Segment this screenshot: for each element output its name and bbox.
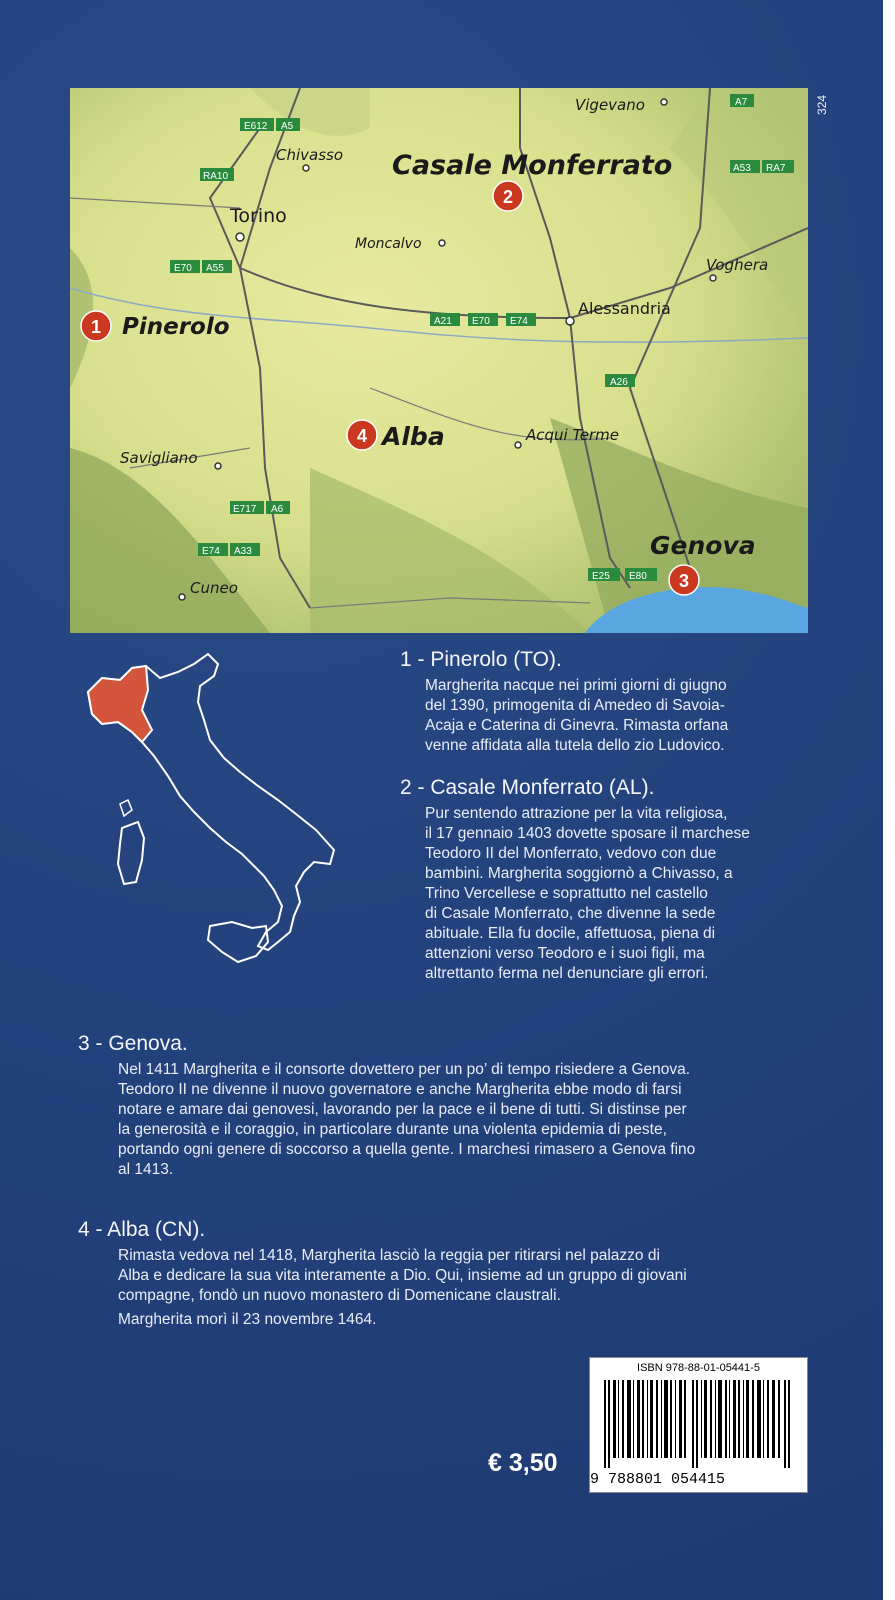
entry-text — [425, 676, 728, 756]
piemonte-region — [88, 666, 152, 742]
entry-title: 2 - Casale Monferrato (AL). — [400, 776, 655, 799]
city-dot — [439, 240, 445, 246]
entry-line: Rimasta vedova nel 1418, Margherita lasciò la reggia per ritirarsi nel palazzo di — [118, 1247, 660, 1264]
city-dot — [236, 233, 244, 241]
city-label-casale: Casale Monferrato — [392, 150, 673, 181]
city-label-savigliano: Savigliano — [120, 449, 198, 467]
city-label-chivasso: Chivasso — [276, 146, 344, 164]
entry-line: Alba e dedicare la sua vita interamente a Dio. Qui, insieme ad un gruppo di giovani — [118, 1267, 687, 1284]
city-label-genova: Genova — [650, 531, 756, 560]
entry-line: notare e amare dai genovesi, lavorando per la pace e il bene di tutti. Si distinse per — [118, 1101, 687, 1118]
city-label-acqui: Acqui Terme — [526, 426, 620, 444]
corsica-outline — [120, 800, 132, 816]
entry-line: di Casale Monferrato, che divenne la sede — [425, 905, 716, 922]
italy-inset-map — [82, 650, 347, 980]
price: € 3,50 — [488, 1449, 558, 1477]
marker-4-label: 4 — [356, 426, 368, 446]
entry-text — [118, 1246, 687, 1330]
road-sign: A33 — [234, 546, 252, 557]
entry-alba — [78, 1218, 687, 1330]
barcode — [589, 1357, 808, 1493]
entry-line: Teodoro II del Monferrato, vedovo con due — [425, 845, 717, 862]
city-label-alessandria: Alessandria — [578, 299, 671, 318]
marker-1-label: 1 — [90, 317, 102, 337]
road-sign: E70 — [472, 316, 490, 327]
city-dot — [179, 594, 185, 600]
entry-genova — [78, 1032, 695, 1180]
city-label-torino: Torino — [230, 205, 287, 227]
entry-text — [118, 1060, 695, 1180]
road-sign: RA7 — [766, 163, 786, 174]
barcode-bars — [604, 1380, 794, 1468]
road-sign: A55 — [206, 263, 224, 274]
marker-2-label: 2 — [502, 187, 514, 207]
route-map — [70, 88, 808, 633]
road-sign: A6 — [271, 504, 284, 515]
city-dot — [515, 442, 521, 448]
road-sign: RA10 — [203, 171, 229, 182]
entry-line: del 1390, primogenita di Amedeo di Savoia- — [425, 697, 725, 714]
entry-line: compagne, fondò un nuovo monastero di Domenicane claustrali. — [118, 1287, 561, 1304]
entry-line: al 1413. — [118, 1161, 174, 1178]
city-dot — [215, 463, 221, 469]
road-sign: A7 — [735, 97, 748, 108]
entry-line: Margherita nacque nei primi giorni di giugno — [425, 677, 727, 694]
city-dot — [303, 165, 309, 171]
sicily-outline — [208, 922, 268, 962]
city-dot — [710, 275, 716, 281]
marker-3-label: 3 — [678, 571, 690, 591]
city-label-cuneo: Cuneo — [190, 579, 238, 597]
road-sign: E70 — [174, 263, 192, 274]
city-label-alba: Alba — [382, 422, 445, 451]
city-label-vigevano: Vigevano — [575, 96, 645, 114]
road-sign: E612 — [244, 121, 268, 132]
road-sign: E74 — [510, 316, 528, 327]
road-sign: E25 — [592, 571, 610, 582]
entry-line: bambini. Margherita soggiornò a Chivasso, a — [425, 865, 733, 882]
entry-title: 1 - Pinerolo (TO). — [400, 648, 562, 671]
entry-line: Acaja e Caterina di Ginevra. Rimasta orfana — [425, 717, 729, 734]
isbn-text: ISBN 978-88-01-05441-5 — [637, 1362, 760, 1374]
city-dot — [566, 317, 574, 325]
entry-line: Pur sentendo attrazione per la vita religiosa, — [425, 805, 728, 822]
sardinia-outline — [118, 822, 144, 884]
entry-line: Teodoro II ne divenne il nuovo governatore e anche Margherita ebbe modo di farsi — [118, 1081, 682, 1098]
entry-line: Margherita morì il 23 novembre 1464. — [118, 1311, 377, 1328]
road-sign: A53 — [733, 163, 751, 174]
barcode-digits: 9 788801 054415 — [590, 1471, 726, 1488]
city-label-voghera: Voghera — [706, 256, 769, 274]
entry-line: il 17 gennaio 1403 dovette sposare il marchese — [425, 825, 750, 842]
entry-line: Nel 1411 Margherita e il consorte dovettero per un po’ di tempo risiedere a Genova. — [118, 1061, 691, 1078]
entry-text — [425, 804, 750, 984]
road-sign: E717 — [233, 504, 257, 515]
entry-title: 3 - Genova. — [78, 1032, 188, 1055]
city-label-pinerolo: Pinerolo — [122, 314, 230, 340]
entry-line: la generosità e il coraggio, in particolare durante una violenta epidemia di peste, — [118, 1121, 667, 1138]
entry-line: portando ogni genere di soccorso a quella gente. I marchesi rimasero a Genova fino — [118, 1141, 696, 1158]
road-sign: A26 — [610, 377, 628, 388]
entry-line: venne affidata alla tutela dello zio Ludovico. — [425, 737, 725, 754]
entry-title: 4 - Alba (CN). — [78, 1218, 206, 1241]
entry-line: altrettanto ferma nel denunciare gli errori. — [425, 965, 709, 982]
city-label-moncalvo: Moncalvo — [355, 236, 422, 252]
road-sign: A5 — [281, 121, 294, 132]
entry-line: attenzioni verso Teodoro e i suoi figli, ma — [425, 945, 705, 962]
entry-line: abituale. Ella fu docile, affettuosa, piena di — [425, 925, 716, 942]
entry-line: Trino Vercellese e soprattutto nel castello — [425, 885, 708, 902]
road-sign: E80 — [629, 571, 647, 582]
spine-number: 324 — [815, 94, 829, 115]
map-graphic — [70, 88, 808, 633]
entry-casale — [400, 776, 750, 984]
road-sign: A21 — [434, 316, 452, 327]
city-dot — [661, 99, 667, 105]
entry-pinerolo — [400, 648, 728, 756]
road-sign: E74 — [202, 546, 220, 557]
